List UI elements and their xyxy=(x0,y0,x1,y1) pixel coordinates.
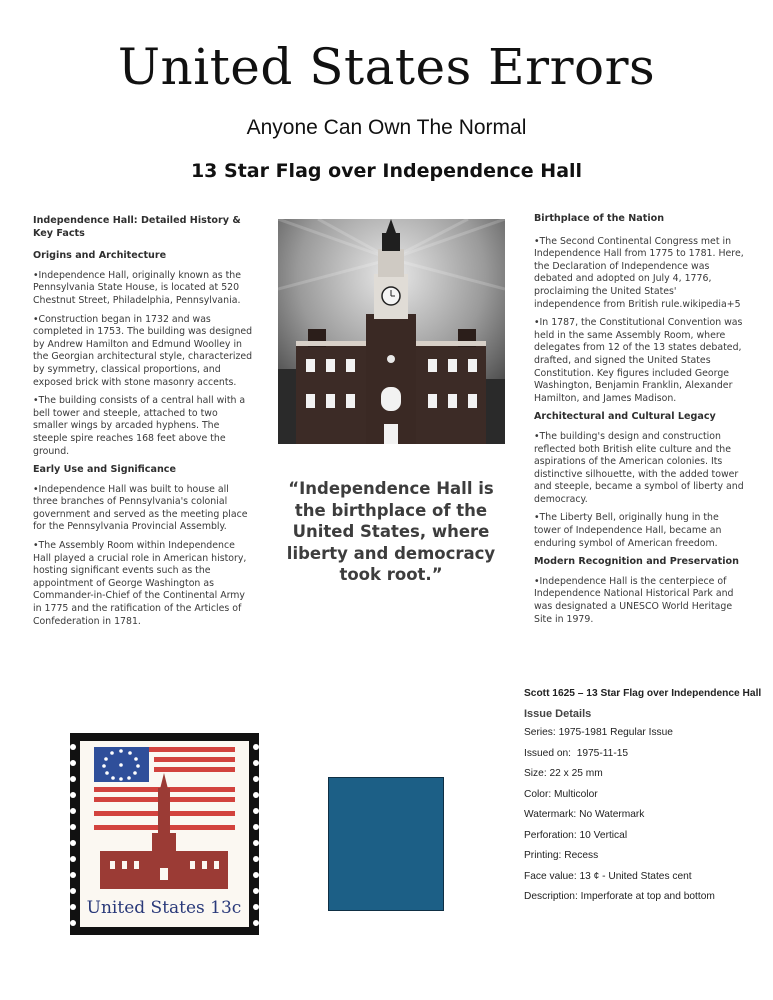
section-preservation xyxy=(534,556,744,626)
detail-value: Recess xyxy=(564,850,599,861)
detail-row-printing xyxy=(524,850,764,871)
section-heading: Origins and Architecture xyxy=(33,250,167,262)
color-swatch xyxy=(328,777,444,911)
detail-row-watermark xyxy=(524,809,764,830)
paragraph: •Construction began in 1732 and was completed in 1753. The building was designed by Andrew Hamilton and Edmund Woolley in the Georgian architectural style, characterized by symmetry, classical proportions, and exposed brick with stone masonry accents. xyxy=(33,313,253,388)
paragraph: •The building's design and construction reflected both British elite culture and the aspirations of the American colonies. Its distinctive silhouette, with the added tower and steeple, became a symbol of liberty and democracy. xyxy=(534,430,744,505)
section-heading: Modern Recognition and Preservation xyxy=(534,556,739,568)
detail-value: Multicolor xyxy=(554,788,598,800)
paragraph: •Independence Hall, originally known as the Pennsylvania State House, is located at 520 Chestnut Street, Philadelphia, Pennsylvania. xyxy=(33,269,242,306)
detail-row-issued xyxy=(524,748,764,769)
detail-value: Imperforate at top and bottom xyxy=(580,891,715,902)
history-title: Independence Hall: Detailed History & Key Facts xyxy=(33,215,241,239)
detail-value: No Watermark xyxy=(579,809,645,820)
detail-value: 1975-11-15 xyxy=(576,747,629,759)
section-early-use xyxy=(33,464,255,628)
detail-label: Face value: xyxy=(524,870,577,882)
scott-number-title: Scott 1625 – 13 Star Flag over Independence Hall xyxy=(524,688,762,699)
detail-value: 13 ¢ - United States cent xyxy=(579,870,692,882)
detail-row-description xyxy=(524,891,764,912)
detail-value: 1975-1981 Regular Issue xyxy=(558,727,673,738)
section-heading: Birthplace of the Nation xyxy=(534,213,665,224)
detail-label: Watermark: xyxy=(524,809,577,820)
paragraph: •Independence Hall is the centerpiece of Independence National Historical Park and was designated a UNESCO World Heritage Site in 1979. xyxy=(534,575,734,625)
featured-quote: “Independence Hall is the birthplace of the United States, where liberty and democracy took root.” xyxy=(286,479,496,584)
paragraph: •The building consists of a central hall with a bell tower and steeple, attached to two smaller wings by arcaded hyphens. The steeple spire reaches 168 feet above the ground. xyxy=(33,395,246,457)
detail-label: Printing: xyxy=(524,850,562,861)
paragraph: •In 1787, the Constitutional Convention was held in the same Assembly Room, where delegates from 12 of the 13 states debated, drafted, and signed the United States Constitution. Key figures included George Washington, Benjamin Franklin, Alexander Hamilton, and James Madison. xyxy=(534,317,743,404)
stamp-heading: 13 Star Flag over Independence Hall xyxy=(190,160,583,182)
detail-row-size xyxy=(524,768,764,789)
detail-label: Series: xyxy=(524,727,556,738)
detail-row-color xyxy=(524,789,764,810)
paragraph: •The Second Continental Congress met in Independence Hall from 1775 to 1781. Here, the Declaration of Independence was debated and adopted on July 4, 1776, proclaiming the United States' independence from British rule.wikipedia+5 xyxy=(534,235,744,310)
detail-value: 22 x 25 mm xyxy=(549,768,603,779)
section-heading: Architectural and Cultural Legacy xyxy=(534,411,716,423)
paragraph: •Independence Hall was built to house all three branches of Pennsylvania's colonial government and served as the meeting place for the Pennsylvania Provincial Assembly. xyxy=(33,483,248,533)
detail-label: Perforation: xyxy=(524,829,577,841)
section-origins xyxy=(33,250,255,458)
issue-details xyxy=(524,687,764,912)
page-title: United States Errors xyxy=(117,38,656,96)
issue-details-title: Issue Details xyxy=(524,708,592,720)
detail-row-perforation xyxy=(524,830,764,851)
section-heading: Early Use and Significance xyxy=(33,464,176,476)
history-left-column xyxy=(33,215,255,634)
stamp-image xyxy=(70,733,259,935)
section-legacy xyxy=(534,411,744,550)
paragraph: •The Assembly Room within Independence Hall played a crucial role in American history, hosting significant events such as the appointment of George Washington as Commander-in-Chief of the Continental Army in 1775 and the ratification of the Articles of Confederation in 1781. xyxy=(33,540,247,627)
detail-label: Size: xyxy=(524,768,547,779)
section-birthplace xyxy=(534,213,744,405)
independence-hall-photo xyxy=(278,219,505,444)
detail-value: 10 Vertical xyxy=(579,829,628,841)
paragraph: •The Liberty Bell, originally hung in the tower of Independence Hall, became an enduring symbol of American freedom. xyxy=(534,512,722,549)
detail-row-series xyxy=(524,727,764,748)
detail-label: Color: xyxy=(524,788,552,800)
history-right-column xyxy=(534,213,744,632)
detail-label: Description: xyxy=(524,891,578,902)
detail-label: Issued on: xyxy=(524,747,572,759)
stamp-caption: United States 13c xyxy=(86,898,242,918)
detail-row-face-value xyxy=(524,871,764,892)
page-subtitle: Anyone Can Own The Normal xyxy=(246,116,527,139)
